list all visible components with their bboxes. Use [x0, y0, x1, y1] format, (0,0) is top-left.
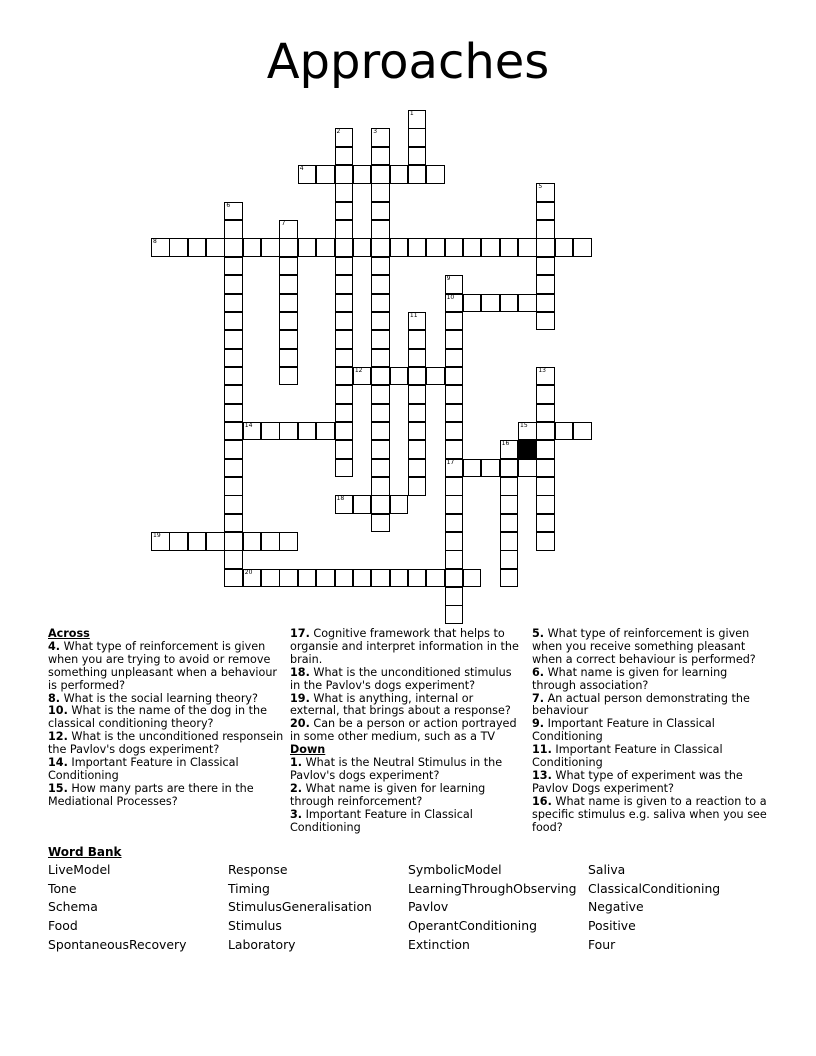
grid-cell[interactable] [243, 422, 262, 441]
grid-cell[interactable] [408, 459, 427, 478]
grid-cell[interactable] [298, 422, 317, 441]
grid-cell[interactable] [279, 367, 298, 386]
clue-number: 3 [373, 128, 378, 136]
word-bank-item: Saliva [588, 862, 626, 877]
grid-cell[interactable] [408, 349, 427, 368]
grid-cell[interactable] [206, 238, 225, 257]
grid-cell[interactable] [445, 532, 464, 551]
grid-cell[interactable] [335, 312, 354, 331]
grid-cell[interactable] [445, 330, 464, 349]
grid-cell[interactable] [536, 367, 555, 386]
grid-cell[interactable] [371, 183, 390, 202]
grid-cell[interactable] [335, 165, 354, 184]
clue-number: 2 [336, 128, 341, 136]
grid-cell[interactable] [279, 330, 298, 349]
grid-cell[interactable] [224, 220, 243, 239]
clue-across-4: 4. What type of reinforcement is given when you are trying to avoid or remove something unpleasant when a behaviour is performed? [48, 639, 278, 692]
clue-down-6: 6. What name is given for learning through association? [532, 665, 728, 692]
grid-cell[interactable] [335, 422, 354, 441]
clue-down-2: 2. What name is given for learning through reinforcement? [290, 781, 486, 808]
grid-cell[interactable] [224, 514, 243, 533]
grid-cell[interactable] [573, 422, 592, 441]
grid-cell[interactable] [481, 238, 500, 257]
grid-cell[interactable] [224, 422, 243, 441]
grid-cell[interactable] [261, 422, 280, 441]
grid-cell[interactable] [298, 569, 317, 588]
clue-number: 1 [409, 110, 414, 117]
grid-cell[interactable] [445, 312, 464, 331]
clue-number: 14 [244, 421, 253, 429]
grid-cell[interactable] [500, 294, 519, 313]
grid-cell[interactable] [224, 495, 243, 514]
grid-cell[interactable] [279, 220, 298, 239]
clue-across-20: 20. Can be a person or action portrayed in some other medium, such as a TV [290, 717, 517, 744]
grid-cell[interactable] [445, 275, 464, 294]
grid-cell[interactable] [536, 532, 555, 551]
clue-down-7: 7. An actual person demonstrating the behaviour [532, 691, 750, 718]
grid-cell[interactable] [500, 550, 519, 569]
grid-cell[interactable] [536, 385, 555, 404]
grid-cell[interactable] [536, 514, 555, 533]
grid-cell[interactable] [371, 404, 390, 423]
grid-cell[interactable] [371, 459, 390, 478]
grid-cell[interactable] [390, 495, 409, 514]
grid-cell[interactable] [500, 477, 519, 496]
grid-cell[interactable] [316, 238, 335, 257]
grid-cell[interactable] [353, 238, 372, 257]
grid-cell[interactable] [298, 165, 317, 184]
clue-down-11: 11. Important Feature in Classical Conditioning [532, 743, 723, 770]
grid-cell[interactable] [279, 257, 298, 276]
grid-cell[interactable] [390, 238, 409, 257]
clue-number: 16 [501, 440, 510, 448]
grid-cell[interactable] [536, 202, 555, 221]
clue-across-10: 10. What is the name of the dog in the classical conditioning theory? [48, 704, 268, 731]
grid-cell[interactable] [445, 294, 464, 313]
grid-cell[interactable] [500, 514, 519, 533]
grid-cell[interactable] [243, 569, 262, 588]
grid-cell[interactable] [463, 238, 482, 257]
grid-cell[interactable] [371, 238, 390, 257]
grid-cell[interactable] [353, 165, 372, 184]
clue-across-19: 19. What is anything, internal or external, that brings about a response? [290, 691, 511, 718]
clue-number: 12 [354, 366, 363, 374]
word-bank-item: Timing [228, 880, 270, 896]
grid-cell[interactable] [371, 294, 390, 313]
grid-cell[interactable] [408, 330, 427, 349]
clue-across-17: 17. Cognitive framework that helps to organsie and interpret information in the brain. [290, 627, 519, 666]
grid-cell[interactable] [463, 294, 482, 313]
clue-number: 6 [226, 201, 231, 209]
grid-cell[interactable] [224, 238, 243, 257]
grid-cell[interactable] [463, 459, 482, 478]
grid-cell[interactable] [279, 275, 298, 294]
grid-cell[interactable] [224, 569, 243, 588]
grid-cell[interactable] [445, 459, 464, 478]
grid-cell[interactable] [224, 294, 243, 313]
grid-cell[interactable] [371, 220, 390, 239]
grid-cell[interactable] [426, 569, 445, 588]
grid-cell[interactable] [371, 440, 390, 459]
grid-cell[interactable] [445, 587, 464, 606]
grid-cell[interactable] [500, 440, 519, 459]
clue-down-13: 13. What type of experiment was the Pavlov Dogs experiment? [532, 768, 743, 795]
grid-cell[interactable] [371, 367, 390, 386]
grid-cell[interactable] [224, 477, 243, 496]
grid-cell[interactable] [371, 147, 390, 166]
clue-number: 7 [281, 220, 286, 228]
grid-cell[interactable] [335, 440, 354, 459]
word-bank-item: Tone [48, 880, 77, 896]
clue-down-5: 5. What type of reinforcement is given when you receive something pleasant when a correct behaviour is performed? [532, 627, 756, 666]
grid-cell[interactable] [371, 569, 390, 588]
grid-cell[interactable] [335, 385, 354, 404]
grid-cell[interactable] [279, 569, 298, 588]
clue-down-1: 1. What is the Neutral Stimulus in the Pavlov's dogs experiment? [290, 756, 503, 782]
clue-number: 10 [446, 293, 455, 301]
grid-cell[interactable] [408, 165, 427, 184]
word-bank-item: LiveModel [48, 862, 111, 877]
grid-cell[interactable] [500, 238, 519, 257]
grid-cell[interactable] [536, 459, 555, 478]
grid-cell[interactable] [500, 495, 519, 514]
grid-cell[interactable] [371, 128, 390, 147]
grid-cell[interactable] [445, 349, 464, 368]
grid-cell[interactable] [445, 477, 464, 496]
grid-cell[interactable] [426, 367, 445, 386]
grid-cell[interactable] [335, 495, 354, 514]
grid-cell[interactable] [408, 238, 427, 257]
word-bank-item: Pavlov [408, 899, 449, 915]
grid-cell[interactable] [426, 165, 445, 184]
grid-cell[interactable] [224, 312, 243, 331]
grid-cell[interactable] [371, 385, 390, 404]
grid-cell[interactable] [518, 459, 537, 478]
clue-number: 4 [299, 165, 304, 173]
grid-cell[interactable] [536, 440, 555, 459]
grid-cell[interactable] [335, 294, 354, 313]
clue-across-14: 14. Important Feature in Classical Conditioning [48, 756, 239, 782]
clue-number: 20 [244, 568, 253, 576]
page-title: Approaches [266, 34, 550, 90]
grid-cell[interactable] [536, 294, 555, 313]
grid-cell[interactable] [536, 477, 555, 496]
grid-cell[interactable] [224, 385, 243, 404]
grid-cell[interactable] [408, 147, 427, 166]
clue-number: 5 [538, 183, 543, 191]
word-bank-item: Four [588, 936, 616, 952]
grid-cell[interactable] [371, 165, 390, 184]
grid-cell[interactable] [445, 514, 464, 533]
word-bank-item: SymbolicModel [408, 862, 502, 877]
grid-cell[interactable] [536, 422, 555, 441]
grid-cell[interactable] [335, 202, 354, 221]
grid-cell[interactable] [463, 569, 482, 588]
grid-cell[interactable] [481, 294, 500, 313]
word-bank-item: LearningThroughObserving [408, 880, 577, 896]
grid-cell[interactable] [151, 532, 170, 551]
grid-black-cell [518, 440, 537, 459]
grid-cell[interactable] [353, 367, 372, 386]
grid-cell[interactable] [408, 569, 427, 588]
grid-cell[interactable] [536, 275, 555, 294]
grid-cell[interactable] [445, 422, 464, 441]
grid-cell[interactable] [555, 422, 574, 441]
grid-cell[interactable] [261, 238, 280, 257]
clue-across-18: 18. What is the unconditioned stimulus in the Pavlov's dogs experiment? [290, 665, 512, 692]
grid-cell[interactable] [536, 183, 555, 202]
grid-cell[interactable] [335, 220, 354, 239]
grid-cell[interactable] [261, 532, 280, 551]
grid-cell[interactable] [500, 569, 519, 588]
clue-across-12: 12. What is the unconditioned responsein the Pavlov's dogs experiment? [48, 730, 284, 757]
grid-cell[interactable] [353, 569, 372, 588]
word-bank-item: Positive [588, 918, 636, 934]
grid-cell[interactable] [445, 238, 464, 257]
grid-cell[interactable] [518, 294, 537, 313]
grid-cell[interactable] [408, 312, 427, 331]
grid-cell[interactable] [390, 569, 409, 588]
grid-cell[interactable] [224, 550, 243, 569]
grid-cell[interactable] [335, 349, 354, 368]
grid-cell[interactable] [445, 569, 464, 588]
grid-cell[interactable] [279, 422, 298, 441]
grid-cell[interactable] [408, 404, 427, 423]
grid-cell[interactable] [371, 514, 390, 533]
grid-cell[interactable] [279, 238, 298, 257]
grid-cell[interactable] [371, 275, 390, 294]
grid-cell[interactable] [536, 495, 555, 514]
clue-number: 8 [153, 238, 157, 246]
grid-cell[interactable] [445, 385, 464, 404]
grid-cell[interactable] [371, 495, 390, 514]
grid-cell[interactable] [335, 238, 354, 257]
clue-number: 17 [446, 458, 455, 466]
grid-cell[interactable] [298, 238, 317, 257]
grid-cell[interactable] [335, 330, 354, 349]
grid-cell[interactable] [390, 165, 409, 184]
grid-cell[interactable] [206, 532, 225, 551]
grid-cell[interactable] [555, 238, 574, 257]
clue-number: 9 [446, 275, 451, 283]
grid-cell[interactable] [224, 532, 243, 551]
grid-cell[interactable] [335, 569, 354, 588]
grid-cell[interactable] [536, 312, 555, 331]
down-heading: Down [290, 743, 326, 757]
grid-cell[interactable] [408, 128, 427, 147]
grid-cell[interactable] [224, 257, 243, 276]
grid-cell[interactable] [279, 532, 298, 551]
word-bank-item: Schema [48, 899, 98, 915]
grid-cell[interactable] [243, 532, 262, 551]
clue-number: 13 [538, 366, 546, 374]
grid-cell[interactable] [169, 532, 188, 551]
grid-cell[interactable] [371, 312, 390, 331]
word-bank-item: Response [228, 862, 288, 877]
clue-down-16: 16. What name is given to a reaction to a specific stimulus e.g. saliva when you see food? [532, 794, 767, 834]
word-bank-item: SpontaneousRecovery [48, 936, 187, 952]
grid-cell[interactable] [500, 532, 519, 551]
grid-cell[interactable] [335, 257, 354, 276]
grid-cell[interactable] [224, 459, 243, 478]
across-heading: Across [48, 627, 90, 640]
clue-number: 11 [409, 311, 418, 319]
grid-cell[interactable] [445, 404, 464, 423]
grid-cell[interactable] [335, 147, 354, 166]
grid-cell[interactable] [408, 477, 427, 496]
grid-cell[interactable] [224, 404, 243, 423]
grid-cell[interactable] [445, 495, 464, 514]
grid-cell[interactable] [224, 349, 243, 368]
grid-cell[interactable] [279, 312, 298, 331]
grid-cell[interactable] [518, 422, 537, 441]
grid-cell[interactable] [408, 422, 427, 441]
clue-down-9: 9. Important Feature in Classical Conditioning [532, 717, 715, 744]
grid-cell[interactable] [500, 459, 519, 478]
grid-cell[interactable] [408, 385, 427, 404]
grid-cell[interactable] [224, 440, 243, 459]
grid-cell[interactable] [573, 238, 592, 257]
grid-cell[interactable] [536, 404, 555, 423]
grid-cell[interactable] [335, 459, 354, 478]
clue-number: 15 [520, 421, 528, 429]
grid-cell[interactable] [151, 238, 170, 257]
grid-cell[interactable] [316, 569, 335, 588]
grid-cell[interactable] [371, 349, 390, 368]
clue-down-3: 3. Important Feature in Classical Conditioning [290, 807, 473, 834]
grid-cell[interactable] [335, 367, 354, 386]
grid-cell[interactable] [243, 238, 262, 257]
word-bank-item: Negative [588, 899, 644, 915]
word-bank-heading: Word Bank [48, 845, 122, 859]
word-bank-item: OperantConditioning [408, 918, 537, 934]
clues-column-2 [290, 628, 522, 835]
grid-cell[interactable] [335, 183, 354, 202]
clue-across-15: 15. How many parts are there in the Mediational Processes? [48, 781, 254, 808]
grid-cell[interactable] [408, 110, 427, 129]
grid-cell[interactable] [188, 532, 207, 551]
grid-cell[interactable] [390, 367, 409, 386]
clues-column-1 [48, 628, 284, 809]
clue-across-8: 8. What is the social learning theory? [48, 691, 258, 705]
grid-cell[interactable] [335, 128, 354, 147]
grid-cell[interactable] [371, 257, 390, 276]
clue-number: 18 [336, 495, 345, 503]
clues-column-3 [532, 628, 768, 835]
word-bank-item: Laboratory [228, 936, 296, 952]
grid-cell[interactable] [445, 605, 464, 624]
clue-number: 19 [153, 532, 161, 540]
grid-cell[interactable] [536, 257, 555, 276]
grid-cell[interactable] [408, 440, 427, 459]
grid-cell[interactable] [536, 238, 555, 257]
grid-cell[interactable] [353, 495, 372, 514]
grid-cell[interactable] [316, 165, 335, 184]
grid-cell[interactable] [426, 238, 445, 257]
grid-cell[interactable] [371, 422, 390, 441]
grid-cell[interactable] [188, 238, 207, 257]
grid-cell[interactable] [408, 367, 427, 386]
word-bank-item: Food [48, 918, 78, 934]
grid-cell[interactable] [335, 404, 354, 423]
grid-cell[interactable] [518, 238, 537, 257]
grid-cell[interactable] [279, 294, 298, 313]
word-bank-item: Stimulus [228, 918, 282, 934]
grid-cell[interactable] [224, 330, 243, 349]
grid-cell[interactable] [536, 220, 555, 239]
grid-cell[interactable] [481, 459, 500, 478]
grid-cell[interactable] [335, 275, 354, 294]
grid-cell[interactable] [445, 367, 464, 386]
grid-cell[interactable] [371, 330, 390, 349]
grid-cell[interactable] [445, 550, 464, 569]
grid-cell[interactable] [169, 238, 188, 257]
grid-cell[interactable] [279, 349, 298, 368]
grid-cell[interactable] [261, 569, 280, 588]
word-bank-item: Extinction [408, 936, 470, 952]
grid-cell[interactable] [371, 202, 390, 221]
grid-cell[interactable] [224, 275, 243, 294]
grid-cell[interactable] [371, 477, 390, 496]
grid-cell[interactable] [224, 202, 243, 221]
word-bank-item: ClassicalConditioning [588, 880, 721, 896]
grid-cell[interactable] [224, 367, 243, 386]
word-bank-item: StimulusGeneralisation [228, 899, 372, 915]
grid-cell[interactable] [316, 422, 335, 441]
grid-cell[interactable] [445, 440, 464, 459]
